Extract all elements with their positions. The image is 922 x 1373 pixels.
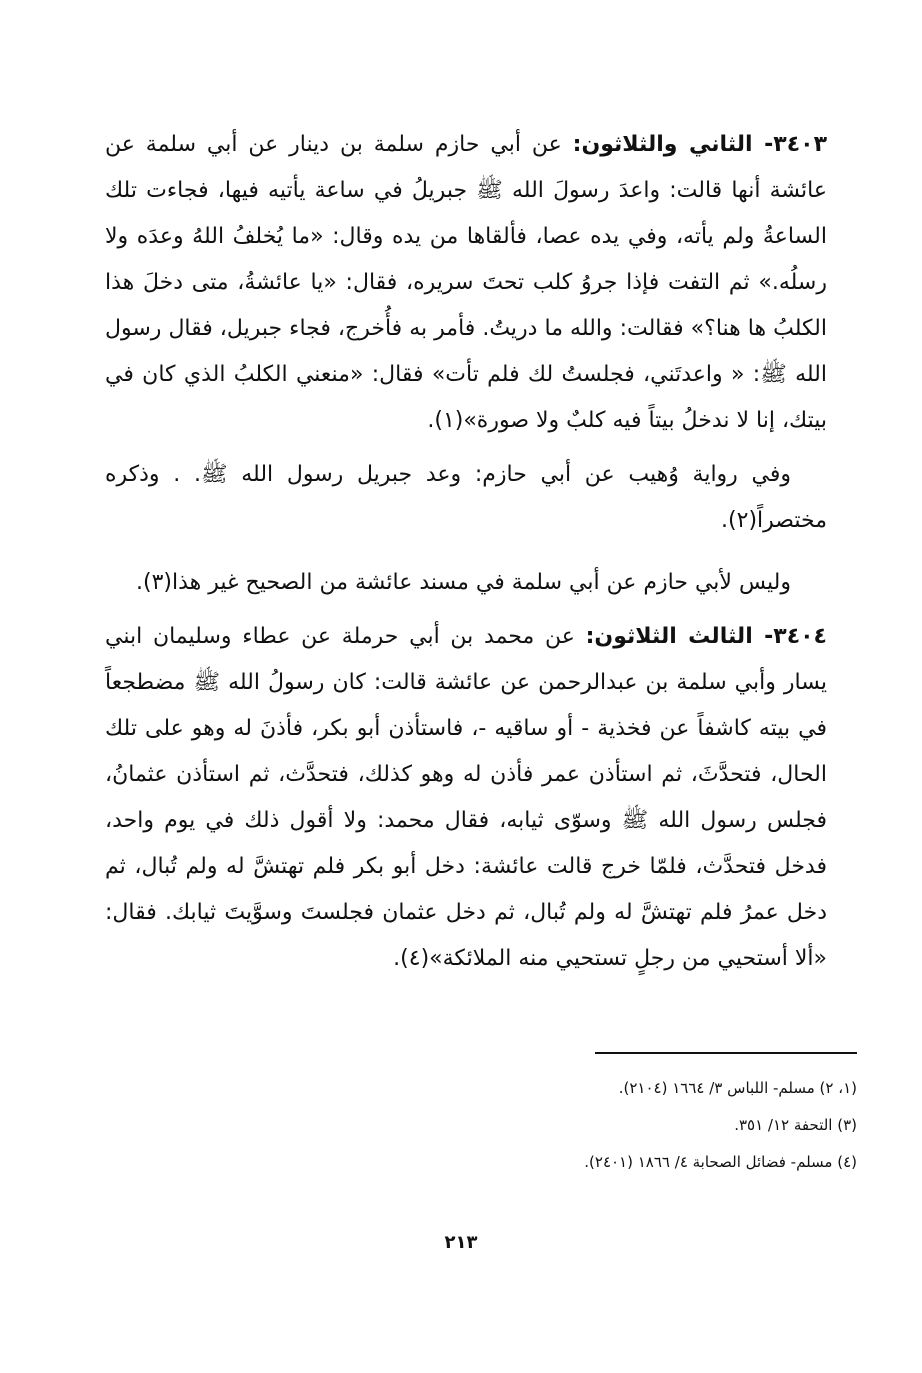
- narration-note: [105, 560, 827, 606]
- footnotes: [77, 1070, 857, 1181]
- footnote-item: (٤) مسلم- فضائل الصحابة ٤/ ١٨٦٦ (٢٤٠١).: [584, 1153, 857, 1171]
- narration-note: [105, 452, 827, 544]
- page-number: ٢١٣: [444, 1232, 478, 1253]
- hadith-text: عن محمد بن أبي حرملة عن عطاء وسليمان ابني يسار وأبي سلمة بن عبدالرحمن عن عائشة قالت: كان رسولُ الله ﷺ مضطجعاً في بيته كاشفاً عن فخذية - أو ساقيه -، فاستأذن أبو بكر، فأذنَ له وهو على تلك الحال، فتحدَّثَ، ثم استأذن عمر فأذن له وهو كذلك، فتحدَّث، ثم استأذن عثمانُ، فجلس رسول الله ﷺ وسوّى ثيابه، فقال محمد: ولا أقول ذلك في يوم واحد، فدخل فتحدَّث، فلمّا خرج قالت عائشة: دخل أبو بكر فلم تهتشَّ له ولم تُبال، ثم دخل عمرُ فلم تهتشَّ له ولم تُبال، ثم دخل عثمان فجلستَ وسوَّيتَ ثيابك. فقال: «ألا أستحيي من رجلٍ تستحيي منه الملائكة»(٤).: [105, 624, 827, 971]
- hadith-heading: ٣٤٠٣- الثاني والثلاثون:: [572, 132, 827, 157]
- hadith-3404: [105, 614, 827, 982]
- footnote-item: (٣) التحفة ١٢/ ٣٥١.: [734, 1116, 857, 1134]
- hadith-heading: ٣٤٠٤- الثالث الثلاثون:: [585, 624, 827, 649]
- footnote-item: (١، ٢) مسلم- اللباس ٣/ ١٦٦٤ (٢١٠٤).: [618, 1079, 857, 1097]
- hadith-3403: [105, 122, 827, 444]
- note-text: وليس لأبي حازم عن أبي سلمة في مسند عائشة من الصحيح غير هذا(٣).: [136, 570, 791, 595]
- footnote-separator: [595, 1052, 857, 1054]
- hadith-text: عن أبي حازم سلمة بن دينار عن أبي سلمة عن عائشة أنها قالت: واعدَ رسولَ الله ﷺ جبريلُ في ساعة يأتيه فيها، فجاءت تلك الساعةُ ولم يأته، وفي يده عصا، فألقاها من يده وقال: «ما يُخلفُ اللهُ وعدَه ولا رسلُه.» ثم التفت فإذا جروُ كلب تحتَ سريره، فقال: «يا عائشةُ، متى دخلَ هذا الكلبُ ها هنا؟» فقالت: والله ما دريتُ. فأمر به فأُخرج، فجاء جبريل، فقال رسول الله ﷺ: « واعدتَني، فجلستُ لك فلم تأت» فقال: «منعني الكلبُ الذي كان في بيتك، إنا لا ندخلُ بيتاً فيه كلبٌ ولا صورة»(١).: [105, 132, 827, 433]
- main-text: [105, 122, 827, 982]
- note-text: وفي رواية وُهيب عن أبي حازم: وعد جبريل رسول الله ﷺ. . وذكره مختصراً(٢).: [105, 462, 827, 533]
